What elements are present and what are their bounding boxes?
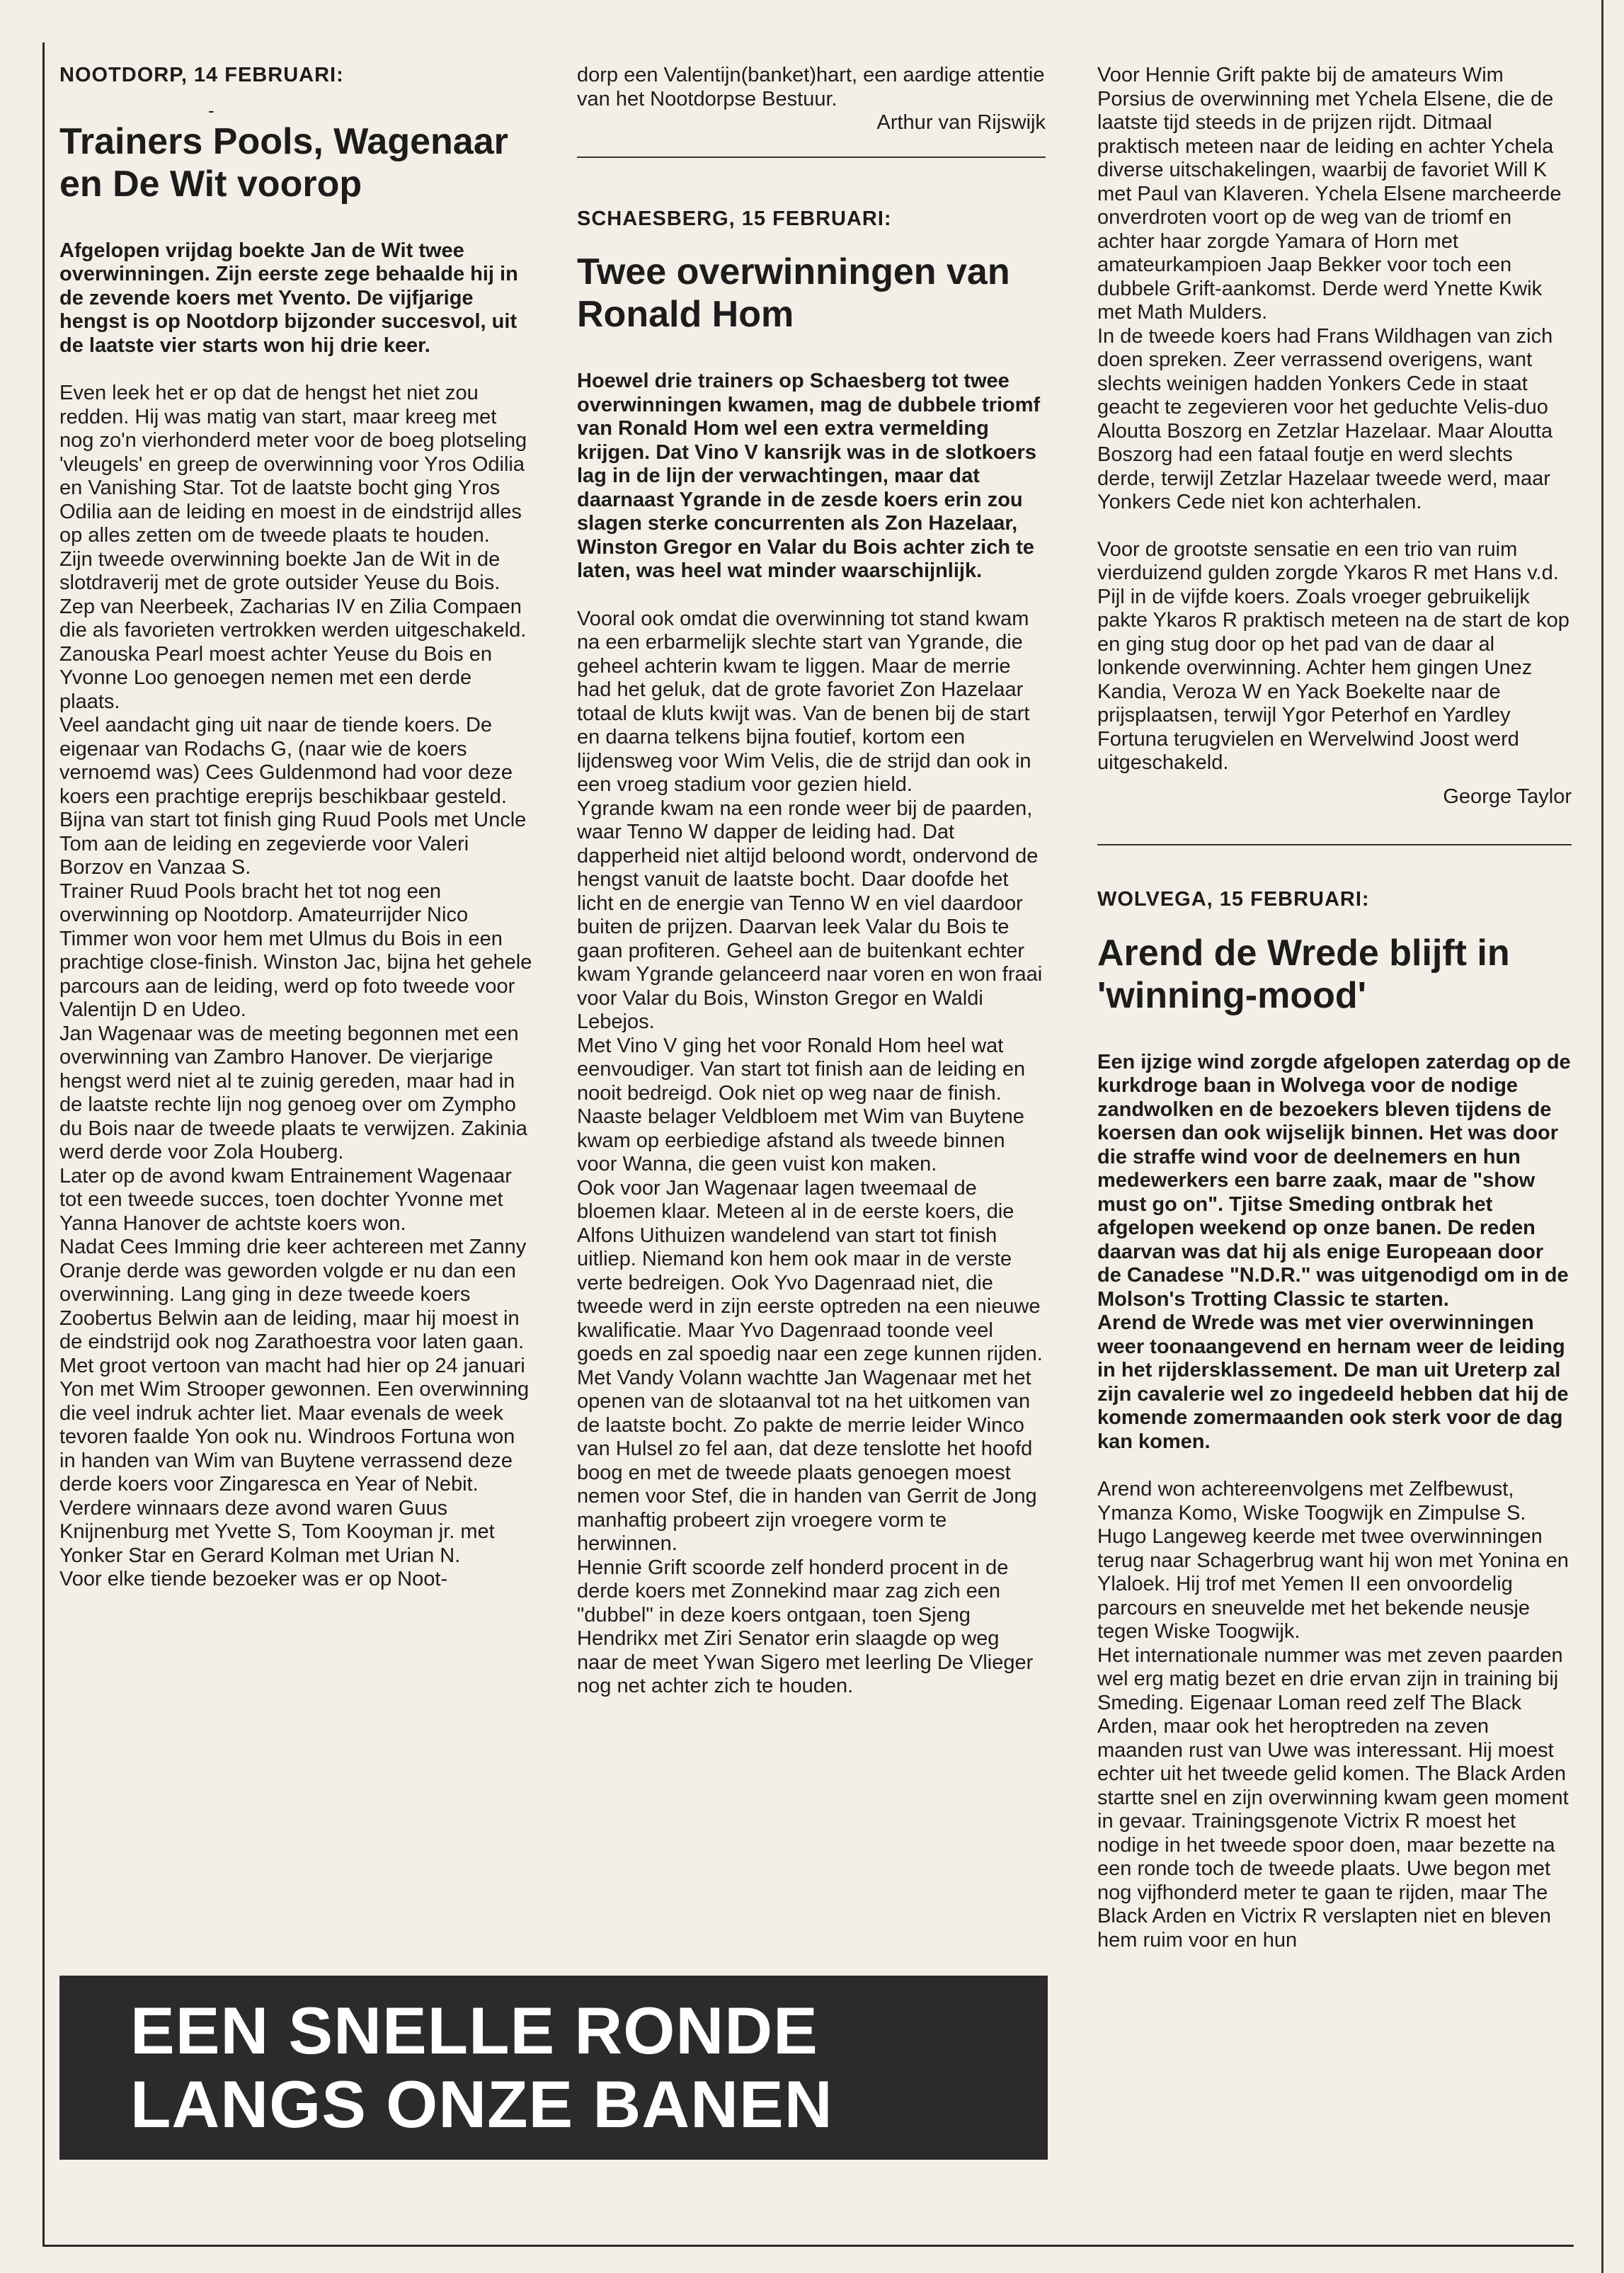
headline-schaesberg: Twee overwinningen van Ronald Hom (577, 251, 1010, 335)
body-nootdorp (59, 382, 534, 1592)
banner-line: LANGS ONZE BANEN (130, 2067, 833, 2141)
paragraph: Zijn tweede overwinning boekte Jan de Wit in de slotdraverij met de grote outsider Yeuse du Bois. Zep van Neerbeek, Zacharias IV en Zilia Compaen die als favorieten vertrokken werden uitgeschakeld. Zanouska Pearl moest achter Yeuse du Bois en Yvonne Loo genoegen nemen met een derde plaats. (59, 547, 527, 713)
column-nootdorp (59, 64, 534, 1592)
dateline-schaesberg: SCHAESBERG, 15 FEBRUARI: (577, 207, 892, 230)
paragraph: Nadat Cees Imming drie keer achtereen met Zanny Oranje derde was geworden volgde er nu dan een overwinning. Lang ging in deze tweede koers Zoobertus Belwin aan de leiding, maar hij moest in de eindstrijd ook nog Zarathoestra voor laten gaan. (59, 1236, 527, 1353)
dateline-nootdorp: NOOTDORP, 14 FEBRUARI: (59, 64, 344, 86)
paragraph: dorp een Valentijn(banket)hart, een aardige attentie van het Nootdorpse Bestuur. (577, 64, 1045, 110)
lead-schaesberg: Hoewel drie trainers op Schaesberg tot twee overwinningen kwamen, mag de dubbele triomf van Ronald Hom wel een extra vermelding krijgen. Dat Vino V kansrijk was in de slotkoers lag in de lijn der verwachtingen, maar dat daarnaast Ygrande in de zesde koers erin zou slagen sterke concurrenten als Zon Hazelaar, Winston Gregor en Valar du Bois achter zich te laten, was heel wat minder waarschijnlijk. (577, 370, 1041, 582)
section-divider (577, 156, 1046, 158)
lead-nootdorp: Afgelopen vrijdag boekte Jan de Wit twee overwinningen. Zijn eerste zege behaalde hij in de zevende koers met Yvento. De vijfjarige hengst is op Nootdorp bijzonder succesvol, uit de laatste vier starts won hij drie keer. (59, 239, 518, 357)
banner-line: EEN SNELLE RONDE (130, 1993, 818, 2068)
paragraph: Voor de grootste sensatie en een trio van ruim vierduizend gulden zorgde Ykaros R met Hans v.d. Pijl in de vijfde koers. Zoals vroeger gebruikelijk pakte Ykaros R praktisch meteen na de start de kop en ging stug door op het pad van de daar al lonkende overwinning. Achter hem gingen Unez Kandia, Veroza W en Yack Boekelte naar de prijsplaatsen, terwijl Ygor Peterhof en Yardley Fortuna terugvielen en Wervelwind Joost werd uitgeschakeld. (1097, 537, 1569, 774)
dateline-wolvega: WOLVEGA, 15 FEBRUARI: (1097, 888, 1370, 911)
paragraph: Vooral ook omdat die overwinning tot stand kwam na een erbarmelijk slechte start van Ygrande, die geheel achterin kwam te liggen. Maar de merrie had het geluk, dat de grote favoriet Zon Hazelaar totaal de kluts kwijt was. Van de benen bij de start en daarna telkens bijna foutief, kortom een lijdensweg voor Wim Velis, die de strijd dan ook in een vroeg stadium voor gezien hield. (577, 607, 1031, 796)
paragraph: Hennie Grift scoorde zelf honderd procent in de derde koers met Zonnekind maar zag zich een "dubbel" in deze koers ontgaan, toen Sjeng Hendrikx met Ziri Senator erin slaagde op weg naar de meet Ywan Sigero met leerling De Vlieger nog net achter zich te houden. (577, 1556, 1034, 1697)
author-signature: Arthur van Rijswijk (876, 111, 1046, 134)
paragraph-gap (1097, 515, 1572, 538)
stray-mark: - (208, 99, 215, 121)
paragraph: Ook voor Jan Wagenaar lagen tweemaal de bloemen klaar. Meteen al in de eerste koers, die Alfons Uithuizen wandelend van start tot finish uitliep. Niemand kon hem ook maar in de verste verte bedreigen. Ook Yvo Dagenraad niet, die tweede werd in zijn eerste optreden na een nieuwe kwalificatie. Maar Yvo Dagenraad toonde veel goeds en zal spoedig naar een zege kunnen rijden. (577, 1176, 1043, 1365)
section-banner (59, 1976, 1048, 2160)
lead-wolvega (1097, 1051, 1572, 1454)
paragraph: Voor Hennie Grift pakte bij de amateurs Wim Porsius de overwinning met Ychela Elsene, die de laatste tijd steeds in de prijzen rijdt. Ditmaal praktisch meteen naar de leiding en achter Ychela diverse uitschakelingen, waarbij de favoriet Will K met Paul van Klaveren. Ychela Elsene marcheerde onverdroten voort op de weg van de triomf en achter haar zorgde Yamara of Horn met amateurkampioen Jaap Bekker voor toch een dubbele Grift-aankomst. Derde werd Ynette Kwik met Math Mulders. (1097, 64, 1562, 324)
body-schaesberg-continued (1097, 64, 1572, 775)
paragraph: Arend won achtereenvolgens met Zelfbewust, Ymanza Komo, Wiske Toogwijk en Zimpulse S. Hugo Langeweg keerde met twee overwinningen terug naar Schagerbrug want hij won met Yonina en Ylaloek. Hij trof met Yemen II een onvoordelig parcours en sneuvelde met het bekende neusje tegen Wiske Toogwijk. (1097, 1478, 1569, 1643)
paragraph: Het internationale nummer was met zeven paarden wel erg matig bezet en drie ervan zijn in training bij Smeding. Eigenaar Loman reed zelf The Black Arden, maar ook het heroptreden na zeven maanden rust van Uwe was interessant. Hij moest echter uit het tweede gelid komen. The Black Arden startte snel en zijn overwinning kwam geen moment in gevaar. Trainingsgenote Victrix R moest het nodige in het tweede spoor doen, maar bezette na een ronde toch de tweede plaats. Uwe begon met nog vijfhonderd meter te gaan te rijden, maar The Black Arden en Victrix R verslapten niet en bleven hem ruim voor en hun (1097, 1643, 1569, 1952)
lead-paragraph: Een ijzige wind zorgde afgelopen zaterdag op de kurkdroge baan in Wolvega voor de nodige zandwolken en de bezoekers bleven tijdens de koersen dan ook wijselijk binnen. Het was door die straffe wind voor de deelnemers en hun medewerkers een barre zaak, maar de "show must go on". Tjitse Smeding ontbrak het afgelopen weekend op onze banen. De reden daarvan was dat hij als enige Europeaan door de Canadese "N.D.R." was uitgenodigd om in de Molson's Trotting Classic te starten. (1097, 1050, 1571, 1311)
paragraph: Met Vino V ging het voor Ronald Hom heel wat eenvoudiger. Van start tot finish aan de leiding en nooit bedreigd. Ook niet op weg naar de finish. Naaste belager Veldbloem met Wim van Buytene kwam op eerbiedige afstand als tweede binnen voor Wanna, die geen vuist kon maken. (577, 1034, 1026, 1175)
column-schaesberg (577, 64, 1046, 1699)
body-continuation (577, 64, 1046, 111)
paragraph: Later op de avond kwam Entrainement Wagenaar tot een tweede succes, toen dochter Yvonne met Yanna Hanover de achtste koers won. (59, 1164, 512, 1235)
headline-wolvega: Arend de Wrede blijft in 'winning-mood' (1097, 932, 1510, 1016)
paragraph: In de tweede koers had Frans Wildhagen van zich doen spreken. Zeer verrassend overigens, want slechts weinigen hadden Yonkers Cede in staat geacht te zegevieren voor het geduchte Velis-duo Aloutta Boszorg en Zetzlar Hazelaar. Maar Aloutta Boszorg had een fataal foutje en werd slechts derde, terwijl Zetzlar Hazelaar tweede werd, maar Yonkers Cede niet kon achterhalen. (1097, 324, 1553, 513)
paragraph: Trainer Ruud Pools bracht het tot nog een overwinning op Nootdorp. Amateurrijder Nico Timmer won voor hem met Ulmus du Bois in een prachtige close-finish. Winston Jac, bijna het gehele parcours aan de leiding, werd op foto tweede voor Valentijn D en Udeo. (59, 879, 532, 1021)
author-signature: George Taylor (1443, 785, 1572, 808)
paragraph: Even leek het er op dat de hengst het niet zou redden. Hij was matig van start, maar kreeg met nog zo'n vierhonderd meter voor de boeg plotseling 'vleugels' en greep de overwinning voor Yros Odilia en Vanishing Star. Tot de laatste bocht ging Yros Odilia aan de leiding en moest in de eindstrijd alles op alles zetten om de tweede plaats te houden. (59, 382, 527, 547)
body-schaesberg (577, 608, 1046, 1699)
paragraph: Met Vandy Volann wachtte Jan Wagenaar met het openen van de slotaanval tot na het uitkomen van de laatste bocht. Zo pakte de merrie leider Winco van Hulsel zo fel aan, dat deze tenslotte het hoofd boog en met de tweede plaats genoegen moest nemen voor Stef, die in handen van Gerrit de Jong manhaftig probeert zijn vroegere vorm te herwinnen. (577, 1366, 1037, 1555)
body-wolvega (1097, 1478, 1572, 1952)
column-wolvega (1097, 64, 1572, 1952)
paragraph: Veel aandacht ging uit naar de tiende koers. De eigenaar van Rodachs G, (naar wie de koers vernoemd was) Cees Guldenmond had voor deze koers een prachtige ereprijs beschikbaar gesteld. Bijna van start tot finish ging Ruud Pools met Uncle Tom aan de leiding en zegevierde voor Valeri Borzov en Vanzaa S. (59, 714, 527, 879)
headline-nootdorp: Trainers Pools, Wagenaar en De Wit voorop (59, 120, 508, 205)
section-divider (1097, 844, 1572, 845)
page-edge-line (1601, 0, 1603, 2273)
paragraph: Jan Wagenaar was de meeting begonnen met een overwinning van Zambro Hanover. De vierjarige hengst werd niet al te zuinig gereden, maar had in de laatste rechte lijn nog genoeg over om Zympho du Bois naar de tweede plaats te verwijzen. Zakinia werd derde voor Zola Houberg. (59, 1022, 527, 1163)
paragraph: Met groot vertoon van macht had hier op 24 januari Yon met Wim Strooper gewonnen. Een overwinning die veel indruk achter liet. Maar evenals de week tevoren faalde Yon ook nu. Windroos Fortuna won in handen van Wim van Buytene verrassend deze derde koers voor Zingaresca en Year of Nebit. (59, 1354, 530, 1496)
paragraph: Verdere winnaars deze avond waren Guus Knijnenburg met Yvette S, Tom Kooyman jr. met Yonker Star en Gerard Kolman met Urian N. (59, 1496, 495, 1567)
paragraph: Voor elke tiende bezoeker was er op Noot- (59, 1568, 448, 1590)
lead-paragraph: Arend de Wrede was met vier overwinningen weer toonaangevend en hernam weer de leiding in het rijdersklassement. De man uit Ureterp zal zijn cavalerie wel zo ingedeeld hebben dat hij de komende zomermaanden ook sterk voor de dag kan komen. (1097, 1311, 1569, 1453)
paragraph: Ygrande kwam na een ronde weer bij de paarden, waar Tenno W dapper de leiding had. Dat dapperheid niet altijd beloond wordt, ondervond de hengst vanuit de laatste bocht. Daar doofde het licht en de energie van Tenno W en viel daardoor buiten de prijzen. Daarvan leek Valar du Bois te gaan profiteren. Geheel aan de buitenkant echter kwam Ygrande gelanceerd naar voren en won fraai voor Valar du Bois, Winston Gregor en Waldi Lebejos. (577, 797, 1043, 1033)
